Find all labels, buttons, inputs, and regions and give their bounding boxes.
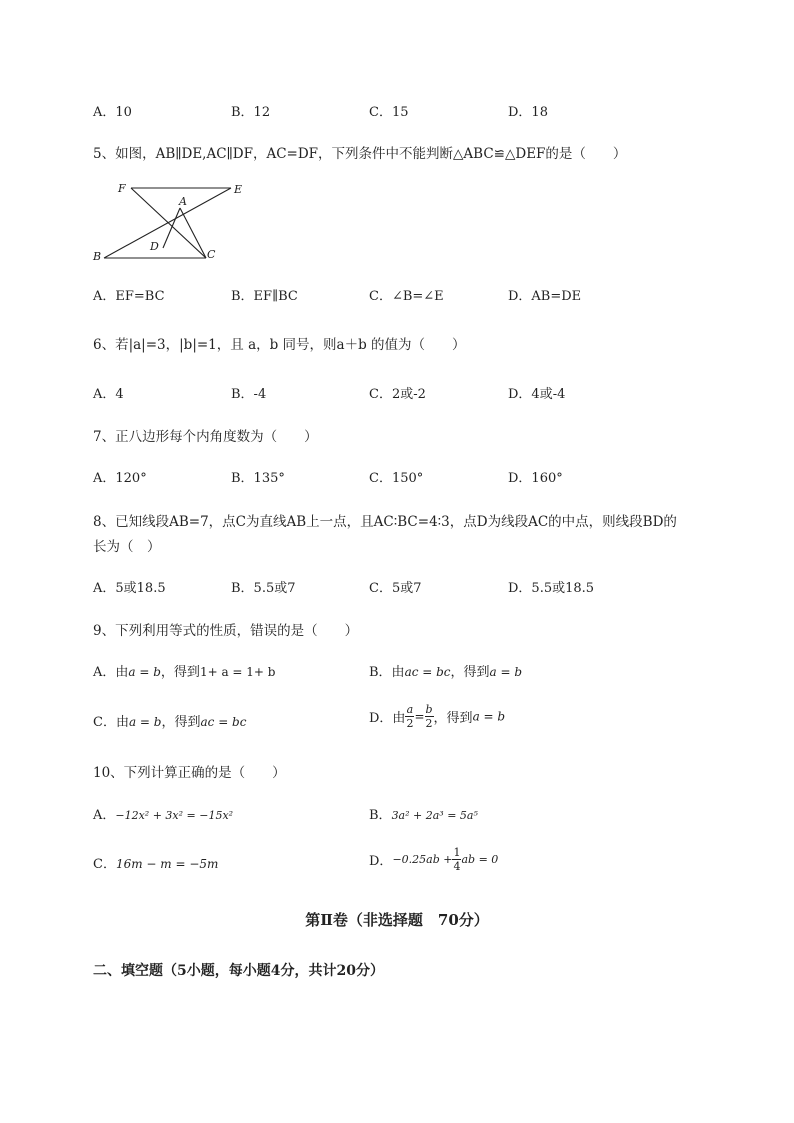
q10-d-expr-post: ab = 0 <box>461 853 499 866</box>
q8-option-a: A．5或18.5 <box>93 581 166 596</box>
q7-option-c: C．150° <box>369 471 424 486</box>
q9-d-label: D．由 <box>369 711 406 726</box>
q6-option-c: C．2或-2 <box>369 387 426 402</box>
segment-fc <box>131 188 206 258</box>
q8-option-d: D．5.5或18.5 <box>508 581 595 596</box>
section2-subtitle: 二、填空题（5小题，每小题4分，共计20分） <box>93 963 384 979</box>
q6-option-b: B．-4 <box>231 387 267 402</box>
q10-option-c <box>93 853 218 872</box>
q5-option-d: D．AB=DE <box>508 289 582 304</box>
q6-option-a: A．4 <box>93 387 124 402</box>
q10-option-b <box>369 804 478 823</box>
q10-a-label: A． <box>93 808 116 823</box>
section2-title: 第Ⅱ卷（非选择题 70分） <box>305 911 489 929</box>
q10-c-expr: 16m − m = −5m <box>115 857 219 871</box>
q5-option-c: C．∠B=∠E <box>369 289 444 304</box>
q9-c-eq1: a = b <box>128 715 162 729</box>
label-e: E <box>234 183 243 196</box>
q10-b-expr: 3a² + 2a³ = 5a⁵ <box>391 809 478 822</box>
q9-d-eq2: a = b <box>472 709 506 724</box>
q9-c-mid: ，得到 <box>161 715 201 730</box>
q10-a-expr: −12x² + 3x² = −15x² <box>115 809 234 822</box>
q8-option-c: C．5或7 <box>369 581 422 596</box>
q9-b-eq2: a = b <box>489 665 523 679</box>
q9-c-eq2: ac = bc <box>200 715 247 729</box>
q4-option-a: A．10 <box>93 105 132 120</box>
q4-option-d: D．18 <box>508 105 548 120</box>
q9-a-mid: ，得到 <box>160 665 200 680</box>
label-a: A <box>179 195 187 208</box>
q4-option-b: B．12 <box>231 105 271 120</box>
segment-da <box>163 208 180 248</box>
q9-d-frac1-num: a <box>406 703 414 716</box>
q5-figure <box>88 176 258 266</box>
q9-stem: 9、下列利用等式的性质，错误的是（ ） <box>93 623 359 639</box>
q10-d-frac-num: 1 <box>453 846 461 859</box>
q9-option-b <box>369 661 522 680</box>
q9-a-eq2: 1+ a = 1+ b <box>199 665 276 679</box>
q5-option-b: B．EF∥BC <box>231 289 298 304</box>
q10-b-label: B． <box>369 808 392 823</box>
q8-stem-line2: 长为（ ） <box>93 539 161 555</box>
label-c: C <box>207 248 216 261</box>
q7-option-b: B．135° <box>231 471 285 486</box>
q6-option-d: D．4或-4 <box>508 387 566 402</box>
q9-b-mid: ，得到 <box>450 665 490 680</box>
q8-option-b: B．5.5或7 <box>231 581 296 596</box>
q4-option-c: C．15 <box>369 105 409 120</box>
q9-c-label: C．由 <box>93 715 129 730</box>
q7-stem: 7、正八边形每个内角度数为（ ） <box>93 429 318 445</box>
q10-d-expr-pre: −0.25ab + <box>392 853 453 866</box>
q6-stem: 6、若|a|=3，|b|=1，且 a，b 同号，则a＋b 的值为（ ） <box>93 337 466 353</box>
q10-option-d <box>369 846 498 873</box>
q9-d-frac2-den: 2 <box>425 717 433 730</box>
q9-d-frac2-num: b <box>425 703 433 716</box>
q9-d-frac2 <box>425 703 434 730</box>
q5-stem: 5、如图，AB∥DE,AC∥DF，AC=DF，下列条件中不能判断△ABC≌△DEF的是（ ） <box>93 146 627 162</box>
label-b: B <box>93 250 102 263</box>
q7-option-d: D．160° <box>508 471 563 486</box>
q5-option-a: A．EF=BC <box>93 289 165 304</box>
q9-b-label: B．由 <box>369 665 405 680</box>
q9-d-mid: ，得到 <box>433 711 473 726</box>
q10-d-frac-den: 4 <box>453 860 461 873</box>
q10-stem: 10、下列计算正确的是（ ） <box>93 765 286 781</box>
q10-option-a <box>93 804 233 823</box>
q7-option-a: A．120° <box>93 471 147 486</box>
q10-c-label: C． <box>93 857 116 872</box>
label-f: F <box>118 182 126 195</box>
q8-stem-line1: 8、已知线段AB=7，点C为直线AB上一点，且AC∶BC=4∶3，点D为线段AC的中点，则线段BD的 <box>93 514 677 530</box>
segment-ac <box>180 208 206 258</box>
q9-a-label: A．由 <box>93 665 129 680</box>
q9-a-eq1: a = b <box>128 665 161 679</box>
q10-d-label: D． <box>369 854 393 869</box>
q9-b-eq1: ac = bc <box>404 665 451 679</box>
q9-option-c <box>93 711 246 730</box>
q9-d-eq-sign: = <box>414 709 425 724</box>
q9-d-frac1-den: 2 <box>406 717 414 730</box>
q9-option-a <box>93 661 275 680</box>
label-d: D <box>150 240 159 253</box>
q9-option-d <box>369 703 505 730</box>
